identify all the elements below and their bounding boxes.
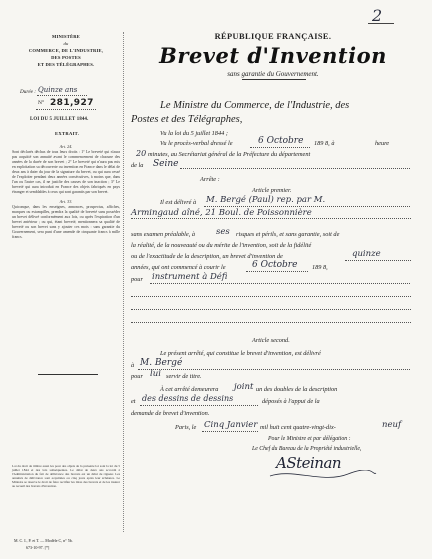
proces-date: 6 Octobre [258,136,304,146]
ministry-line: DES POSTES [51,55,81,60]
blank-dots-3 [131,322,411,323]
column-separator [123,32,124,532]
demande: demande de brevet d'invention. [131,410,210,417]
vu-proces: Vu le procès-verbal dressé le [160,140,233,147]
article-premier: Article premier. [252,187,292,194]
courir-date: 6 Octobre [252,260,298,270]
annees-year: 189 8, [312,264,328,271]
paris-date-dots [202,431,258,432]
present-line-1: Le présent arrêté, qui constitue le brevet d'invention, est délivré [160,350,321,357]
law-title: LOI DU 5 JUILLET 1844. [30,117,89,122]
present-to: M. Bergé [140,358,183,368]
present-line-2-text: servir de titre. [166,373,202,380]
sidebar-divider [38,374,98,375]
numero-label: N° [38,100,45,106]
numero-value: 281,927 [50,98,94,108]
joint-line-1: À cet arrêté demeurera [160,386,219,393]
delivre-label: Il est délivré à [160,199,197,206]
document-title: Brevet d'Invention [159,43,387,68]
article-title: Art. 24. [59,144,73,149]
article-second: Article second. [252,337,290,344]
realite-line-2: ou de l'exactitude de la description, un brevet d'invention de [131,253,283,260]
subtitle-underline [242,79,306,80]
present-to-prefix: à [131,362,135,369]
sans-examen: sans examen préalable, à [131,231,196,238]
joint-value: joint [234,382,254,392]
pour-value: instrument à Défi [152,272,228,282]
minutes-value: 20 [136,149,147,158]
present-to-dots [138,369,410,370]
minister-line-2: Postes et des Télégraphes, [131,114,243,125]
article-text: Sont déclarés déchus de tous leurs droits : 1° Le breveté qui n'aura pas acquitté son annuité avant le commencement de chacune des années de la durée de son brevet ; 2° Le breveté qui n'aura pas mis en exploitation sa découverte ou invention en France dans le délai de deux ans à dater du jour de la signature du brevet, ou qui aura cessé de l'exploiter pendant deux années consécutives, à moins que, dans l'un ou l'autre cas, il ne justifie des causes de son inaction ; 3° Le breveté qui aura introduit en France des objets fabriqués en pays étranger et semblables à ceux qui sont garantis par son brevet. [12,150,120,194]
extrait-title: EXTRAIT. [55,131,80,136]
duree-label: Durée : [20,89,36,95]
dessins-value: des dessins de dessins [142,394,234,403]
footnote-text: Loi du droit de timbre aussi les pour des objets de la présente loi sont la loi du 5 juillet 1844 et des lois subséquentes. Le délai de deux ans accordé à l'Administration du fait de délivrance des brevets est un délai de rigueur. Les annuités de délivrance sont acquittées ou cinq jours après leur échéance. Le Ministre se réserve le droit de faire rectifier les titres des brevets et de les insérer au recueil des brevets d'invention. [12,464,120,489]
proces-year: 189 8, à [314,140,335,147]
beneficiary-line-2: Armingaud aîné, 21 Boul. de Poissonnière [131,208,312,218]
ministry-line: ET DES TÉLÉGRAPHES. [37,62,95,67]
pour-label: pour [131,276,143,283]
duree-value: Quinze ans [38,86,78,94]
vu-loi: Vu la loi du 5 juillet 1844 ; [160,130,228,137]
beneficiary: M. Bergé (Paul) rep. par M. [206,195,326,205]
chef-bureau: Le Chef du Bureau de la Propriété industrielle, [252,446,362,452]
minister-line-1: Le Ministre du Commerce, de l'Industrie, des [160,100,350,111]
article-title: Art. 33. [59,199,73,204]
footnote-block [12,464,120,489]
departement-value: Seine [153,159,179,169]
duree-brevet-dots [345,260,411,261]
document-subtitle: sans garantie du Gouvernement. [227,70,319,78]
beneficiary-dots [204,206,410,207]
law-articles [12,142,120,240]
form-code-2: 673-10-97. [*] [26,545,50,550]
present-line-2-value: lui [150,369,161,379]
departement-prefix: de la [131,162,144,169]
arrete: Arrête : [200,176,220,183]
present-line-2-prefix: pour [131,373,143,380]
duree-dots [37,95,87,96]
cent-value: neuf [382,420,402,430]
realite-line-1: la réalité, de la nouveauté ou du mérite de l'invention, soit de la fidélité [131,242,312,249]
article-text: Quiconque, dans les enseignes, annonces, prospectus, affiches, marques ou estampilles, prendra la qualité de breveté sans posséder un brevet délivré conformément aux lois, ou après l'expiration d'un brevet antérieur ; ou qui, étant breveté, mentionnera sa qualité de breveté ou son brevet sans y ajouter ces mots : sans garantie du Gouvernement, sera puni d'une amende de cinquante francs à mille francs. [12,205,120,239]
dessins-dots [140,405,258,406]
page-number: 2 [372,6,383,25]
cent-text: mil huit cent quatre-vingt-dix- [260,424,336,431]
paris-label: Paris, le [175,424,197,431]
signature-flourish [268,470,378,482]
ministry-line: du [63,41,69,46]
proces-date-dots [250,147,310,148]
paris-date: Cinq Janvier [204,420,258,430]
form-code: M. C. I., P. et T. — Modèle C, n° 5b. [14,538,73,543]
pour-ministre: Pour le Ministre et par délégation : [268,436,351,442]
risques-text: risques et périls, et sans garantie, soit de [236,231,340,238]
annees-line: années, qui ont commencé à courir le [131,264,226,271]
republic-heading: RÉPUBLIQUE FRANÇAISE. [214,32,332,41]
signature: ASteinan [276,454,342,472]
pour-dots [150,283,410,284]
duree-brevet: quinze [352,249,381,259]
numero-dots [36,109,96,110]
ministry-line: MINISTÈRE [51,34,81,39]
minutes-text: minutes, au Secrétariat général de la Préfecture du département [148,151,311,158]
sidebar-column [12,33,120,68]
courir-date-dots [246,271,308,272]
heure-label: heure [375,140,390,147]
beneficiary2-dots [131,218,411,219]
et-label: et [131,398,136,405]
page-number-underline [368,23,394,24]
joint-line-2: un des doubles de la description [256,386,338,393]
deposes: déposés à l'appui de la [262,398,320,405]
ministry-heading [12,33,120,68]
risques-value: ses [216,227,230,237]
blank-dots-1 [131,296,411,297]
blank-dots-2 [131,309,411,310]
ministry-line: COMMERCE, DE L'INDUSTRIE, [28,48,104,53]
departement-dots [180,168,410,169]
